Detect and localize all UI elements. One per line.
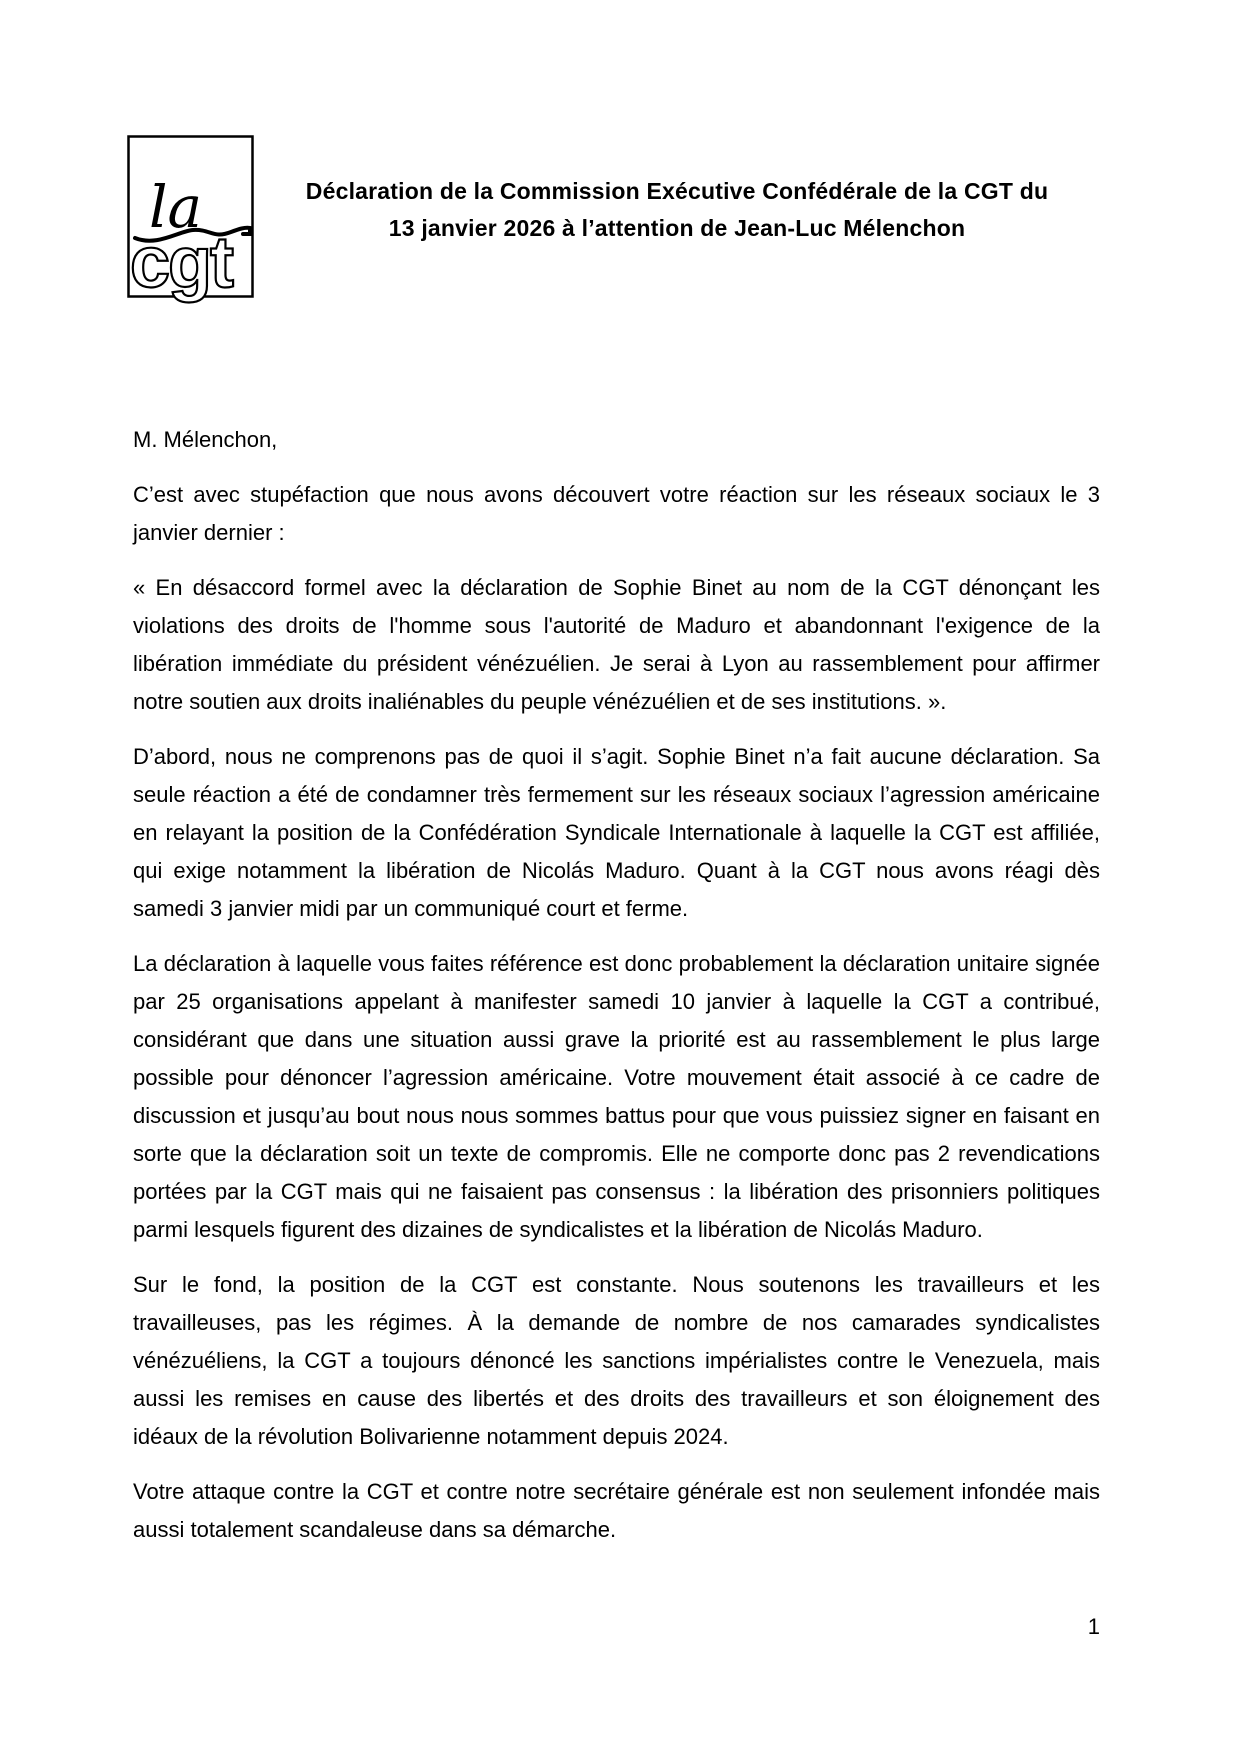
page-number: 1 <box>1087 1614 1100 1639</box>
cgt-logo <box>127 135 254 303</box>
letter-body <box>133 421 1100 1566</box>
logo-acronym-cgt: cgt <box>130 223 232 303</box>
paragraph-declaration-unitaire: La déclaration à laquelle vous faites référence est donc probablement la déclaration unitaire signée par 25 organisations appelant à manifester samedi 10 janvier à laquelle la CGT a contribué, considérant que dans une situation aussi grave la priorité est au rassemblement le plus large possible pour dénoncer l’agression américaine. Votre mouvement était associé à ce cadre de discussion et jusqu’au bout nous nous sommes battus pour que vous puissiez signer en faisant en sorte que la déclaration soit un texte de compromis. Elle ne comporte donc pas 2 revendications portées par la CGT mais qui ne faisaient pas consensus : la libération des prisonniers politiques parmi lesquels figurent des dizaines de syndicalistes et la libération de Nicolás Maduro. <box>133 951 1100 1242</box>
cgt-logo-graphic <box>127 135 254 303</box>
document-title-line2: 13 janvier 2026 à l’attention de Jean-Luc Mélenchon <box>388 215 966 241</box>
document-title <box>254 173 1100 247</box>
document-title-line1: Déclaration de la Commission Exécutive Confédérale de la CGT du <box>305 178 1049 204</box>
paragraph-intro: C’est avec stupéfaction que nous avons découvert votre réaction sur les réseaux sociaux le 3 janvier dernier : <box>133 482 1100 545</box>
salutation: M. Mélenchon, <box>133 427 278 452</box>
paragraph-sur-le-fond: Sur le fond, la position de la CGT est constante. Nous soutenons les travailleurs et les travailleuses, pas les régimes. À la demande de nombre de nos camarades syndicalistes vénézuéliens, la CGT a toujours dénoncé les sanctions impérialistes contre le Venezuela, mais aussi les remises en cause des libertés et des droits des travailleurs et son éloignement des idéaux de la révolution Bolivarienne notamment depuis 2024. <box>133 1272 1100 1449</box>
paragraph-votre-attaque: Votre attaque contre la CGT et contre notre secrétaire générale est non seulement infondée mais aussi totalement scandaleuse dans sa démarche. <box>133 1479 1100 1542</box>
letter-header <box>127 135 1100 303</box>
logo-script-la: la <box>149 173 203 241</box>
paragraph-dabord: D’abord, nous ne comprenons pas de quoi il s’agit. Sophie Binet n’a fait aucune déclaration. Sa seule réaction a été de condamner très fermement sur les réseaux sociaux l’agression américaine en relayant la position de la Confédération Syndicale Internationale à laquelle la CGT est affiliée, qui exige notamment la libération de Nicolás Maduro. Quant à la CGT nous avons réagi dès samedi 3 janvier midi par un communiqué court et ferme. <box>133 744 1100 921</box>
paragraph-quote: « En désaccord formel avec la déclaration de Sophie Binet au nom de la CGT dénonçant les violations des droits de l'homme sous l'autorité de Maduro et abandonnant l'exigence de la libération immédiate du président vénézuélien. Je serai à Lyon au rassemblement pour affirmer notre soutien aux droits inaliénables du peuple vénézuélien et de ses institutions. ». <box>133 575 1100 714</box>
